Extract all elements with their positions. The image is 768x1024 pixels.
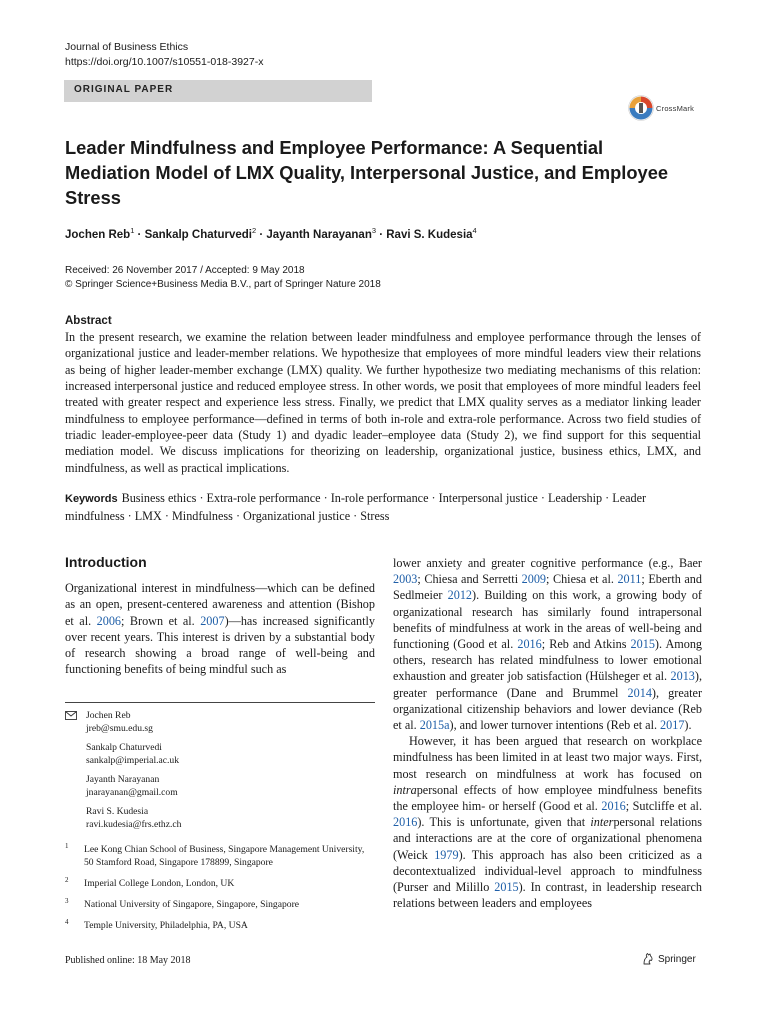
citation-link[interactable]: 2013 bbox=[670, 669, 695, 684]
publication-dates bbox=[65, 264, 381, 292]
text-run: ), greater organizational citizenship behaviors and lower deviance (Reb et al. bbox=[393, 685, 702, 733]
affiliation-text: Temple University, Philadelphia, PA, USA bbox=[84, 920, 248, 931]
text-run: ). Building on this work, a growing body of organizational research has similarly found intrapersonal benefits of mindfulness at work in the areas of well-being and functioning (Good et al. bbox=[393, 588, 702, 652]
author-affil-sup: 3 bbox=[371, 226, 377, 235]
affiliation-text: Imperial College London, London, UK bbox=[84, 878, 235, 889]
introduction-heading: Introduction bbox=[65, 554, 147, 570]
author-separator: · bbox=[134, 228, 145, 241]
received-accepted: Received: 26 November 2017 / Accepted: 9 May 2018 bbox=[65, 265, 305, 276]
intro-left-paragraph bbox=[65, 580, 375, 678]
affiliation-number: 2 bbox=[65, 876, 69, 884]
published-online: Published online: 18 May 2018 bbox=[65, 955, 191, 966]
text-run: lower anxiety and greater cognitive performance (e.g., Baer bbox=[393, 556, 702, 570]
article-type-label: ORIGINAL PAPER bbox=[74, 84, 174, 95]
crossmark-badge[interactable] bbox=[628, 93, 694, 123]
contact-entry bbox=[65, 709, 375, 735]
affiliation-entry bbox=[65, 843, 375, 869]
journal-header bbox=[65, 40, 263, 70]
affiliation-entry bbox=[65, 877, 375, 890]
publisher-logo[interactable] bbox=[641, 952, 696, 966]
citation-link[interactable]: 2012 bbox=[447, 588, 473, 603]
keywords bbox=[65, 490, 701, 524]
affiliation-number: 3 bbox=[65, 897, 69, 905]
contact-email[interactable]: sankalp@imperial.ac.uk bbox=[86, 755, 180, 766]
article-type-banner bbox=[64, 80, 372, 102]
crossmark-label: CrossMark bbox=[656, 103, 695, 113]
citation-link[interactable]: 2016 bbox=[517, 637, 542, 652]
contact-name: Sankalp Chaturvedi bbox=[86, 742, 162, 753]
abstract-heading: Abstract bbox=[65, 315, 112, 327]
citation-link[interactable]: 2011 bbox=[617, 572, 642, 587]
abstract-text: In the present research, we examine the relation between leader mindfulness and employee performance through the lenses of organizational justice and leader-member relations. We hypothesize that employees of more mindful leaders view their relations as being of higher leader-member exchange (LMX) quality. We further hypothesize two mediating mechanisms of this relation: increased interpersonal justice and reduced employee stress. In other words, we posit that employees of more mindful leaders feel treated with greater respect and experience less stress. Finally, we predict that LMX quality serves as a mediator linking leader mindfulness to employee performance—defined in terms of both in-role and extra-role performance. Across two field studies of triadic leader-employee-peer data (Study 1) and dyadic leader–employee data (Study 2), we find support for this sequential mediation model. We discuss implications for theorizing on leadership, organizational justice, business ethics, LMX, and mindfulness, as well as practical implications. bbox=[65, 330, 701, 475]
text-run: personal relations and interactions are at the core of organizational phenomena (Weick bbox=[393, 815, 702, 862]
emphasis-intra: intra bbox=[393, 782, 417, 797]
journal-name: Journal of Business Ethics bbox=[65, 41, 189, 53]
text-run: ; Sutcliffe et al. bbox=[625, 799, 702, 814]
text-run: ; Chiesa and Serretti bbox=[417, 572, 522, 587]
citation-link[interactable]: 2015a bbox=[419, 718, 450, 733]
author-name[interactable]: Jayanth Narayanan bbox=[266, 228, 372, 241]
crossmark-icon bbox=[628, 95, 654, 121]
publisher-name: Springer bbox=[658, 953, 696, 965]
citation-link[interactable]: 2017 bbox=[660, 718, 685, 733]
affiliation-entry bbox=[65, 919, 375, 932]
text-run: ), and lower turnover intentions (Reb et al. bbox=[449, 718, 661, 733]
doi-link[interactable]: https://doi.org/10.1007/s10551-018-3927-x bbox=[65, 56, 264, 68]
text-run: personal effects of how employee mindfulness benefits the employee him- or herself (Good et al. bbox=[393, 782, 702, 814]
intro-right-paragraph-1 bbox=[393, 555, 702, 733]
copyright-line: © Springer Science+Business Media B.V., part of Springer Nature 2018 bbox=[65, 279, 381, 290]
keywords-label: Keywords bbox=[65, 493, 118, 505]
text-run: ). Among others, research has related mindfulness to lower emotional exhaustion and greater job satisfaction (Hülsheger et al. bbox=[393, 637, 703, 684]
contact-list bbox=[65, 709, 375, 837]
citation-link[interactable]: 2016 bbox=[393, 815, 418, 830]
text-run: Organizational interest in mindfulness—which can be defined as an open, present-centered awareness and attention (Bishop et al. bbox=[65, 581, 375, 628]
contact-entry bbox=[65, 773, 375, 799]
text-run: ; Eberth and Sedlmeier bbox=[393, 572, 702, 603]
intro-right-paragraph-2 bbox=[393, 733, 702, 911]
emphasis-inter: inter bbox=[590, 815, 614, 830]
author-name[interactable]: Jochen Reb bbox=[65, 228, 131, 241]
text-run: ). This is unfortunate, given that bbox=[417, 815, 591, 830]
affiliation-text: Lee Kong Chian School of Business, Singapore Management University, 50 Stamford Road, Singapore 178899, Singapore bbox=[84, 844, 365, 868]
affiliation-text: National University of Singapore, Singapore, Singapore bbox=[84, 899, 300, 910]
citation-link[interactable]: 2003 bbox=[393, 572, 418, 587]
keywords-text: Business ethics · Extra-role performance · In-role performance · Interpersonal justice · Leadership · Leader mindfulness · LMX · Mindfulness · Organizational justice · Stress bbox=[65, 491, 647, 523]
author-separator: · bbox=[376, 228, 387, 241]
contact-email[interactable]: jreb@smu.edu.sg bbox=[86, 723, 153, 734]
author-separator: · bbox=[256, 228, 267, 241]
contact-name: Jochen Reb bbox=[86, 710, 131, 721]
contact-entry bbox=[65, 741, 375, 767]
affiliation-number: 4 bbox=[65, 918, 69, 926]
contact-name: Jayanth Narayanan bbox=[86, 774, 160, 785]
intro-right-column bbox=[393, 555, 702, 911]
citation-link[interactable]: 2016 bbox=[601, 799, 626, 814]
affiliation-entry bbox=[65, 898, 375, 911]
text-run: However, it has been argued that research on workplace mindfulness has been limited in at least two major ways. First, most research on mindfulness at work has focused on bbox=[393, 734, 702, 781]
text-run: )—has increased significantly over recent years. This interest is driven by a substantial body of research showing a broad range of well-being and functioning benefits of being mindful such as bbox=[65, 613, 376, 677]
text-run: ; Reb and Atkins bbox=[541, 637, 631, 652]
footnote-divider bbox=[65, 702, 375, 703]
text-run: ; Chiesa et al. bbox=[546, 572, 618, 587]
author-list bbox=[65, 226, 685, 241]
affiliation-number: 1 bbox=[65, 842, 69, 850]
text-run: ), greater performance (Dane and Brummel bbox=[393, 669, 702, 700]
citation-link[interactable]: 2015 bbox=[494, 880, 519, 895]
contact-entry bbox=[65, 805, 375, 831]
author-name[interactable]: Ravi S. Kudesia bbox=[386, 228, 473, 241]
paper-title: Leader Mindfulness and Employee Performance: A Sequential Mediation Model of LMX Quality, Interpersonal Justice, and Employee Stress bbox=[65, 137, 669, 208]
citation-link[interactable]: 2006 bbox=[96, 613, 122, 628]
affiliation-list bbox=[65, 843, 375, 940]
citation-link[interactable]: 2009 bbox=[521, 572, 547, 587]
text-run: ; Brown et al. bbox=[121, 613, 201, 628]
citation-link[interactable]: 2007 bbox=[200, 613, 225, 628]
text-run: ). In contrast, in leadership research relations between leaders and employees bbox=[393, 880, 702, 911]
author-affil-sup: 2 bbox=[251, 226, 257, 235]
contact-name: Ravi S. Kudesia bbox=[86, 806, 149, 817]
author-affil-sup: 4 bbox=[472, 226, 477, 235]
contact-email[interactable]: ravi.kudesia@frs.ethz.ch bbox=[86, 819, 182, 830]
citation-link[interactable]: 1979 bbox=[434, 847, 459, 862]
author-affil-sup: 1 bbox=[130, 226, 135, 235]
author-name[interactable]: Sankalp Chaturvedi bbox=[144, 228, 252, 241]
text-run: ). bbox=[684, 718, 692, 733]
envelope-icon bbox=[65, 711, 77, 720]
text-run: ). This approach has also been criticized as a decontextualized individual-level approach to mindfulness (Purser and Milillo bbox=[393, 847, 702, 895]
citation-link[interactable]: 2014 bbox=[627, 685, 652, 700]
citation-link[interactable]: 2015 bbox=[630, 637, 655, 652]
contact-email[interactable]: jnarayanan@gmail.com bbox=[86, 787, 178, 798]
springer-horse-icon bbox=[641, 952, 655, 966]
